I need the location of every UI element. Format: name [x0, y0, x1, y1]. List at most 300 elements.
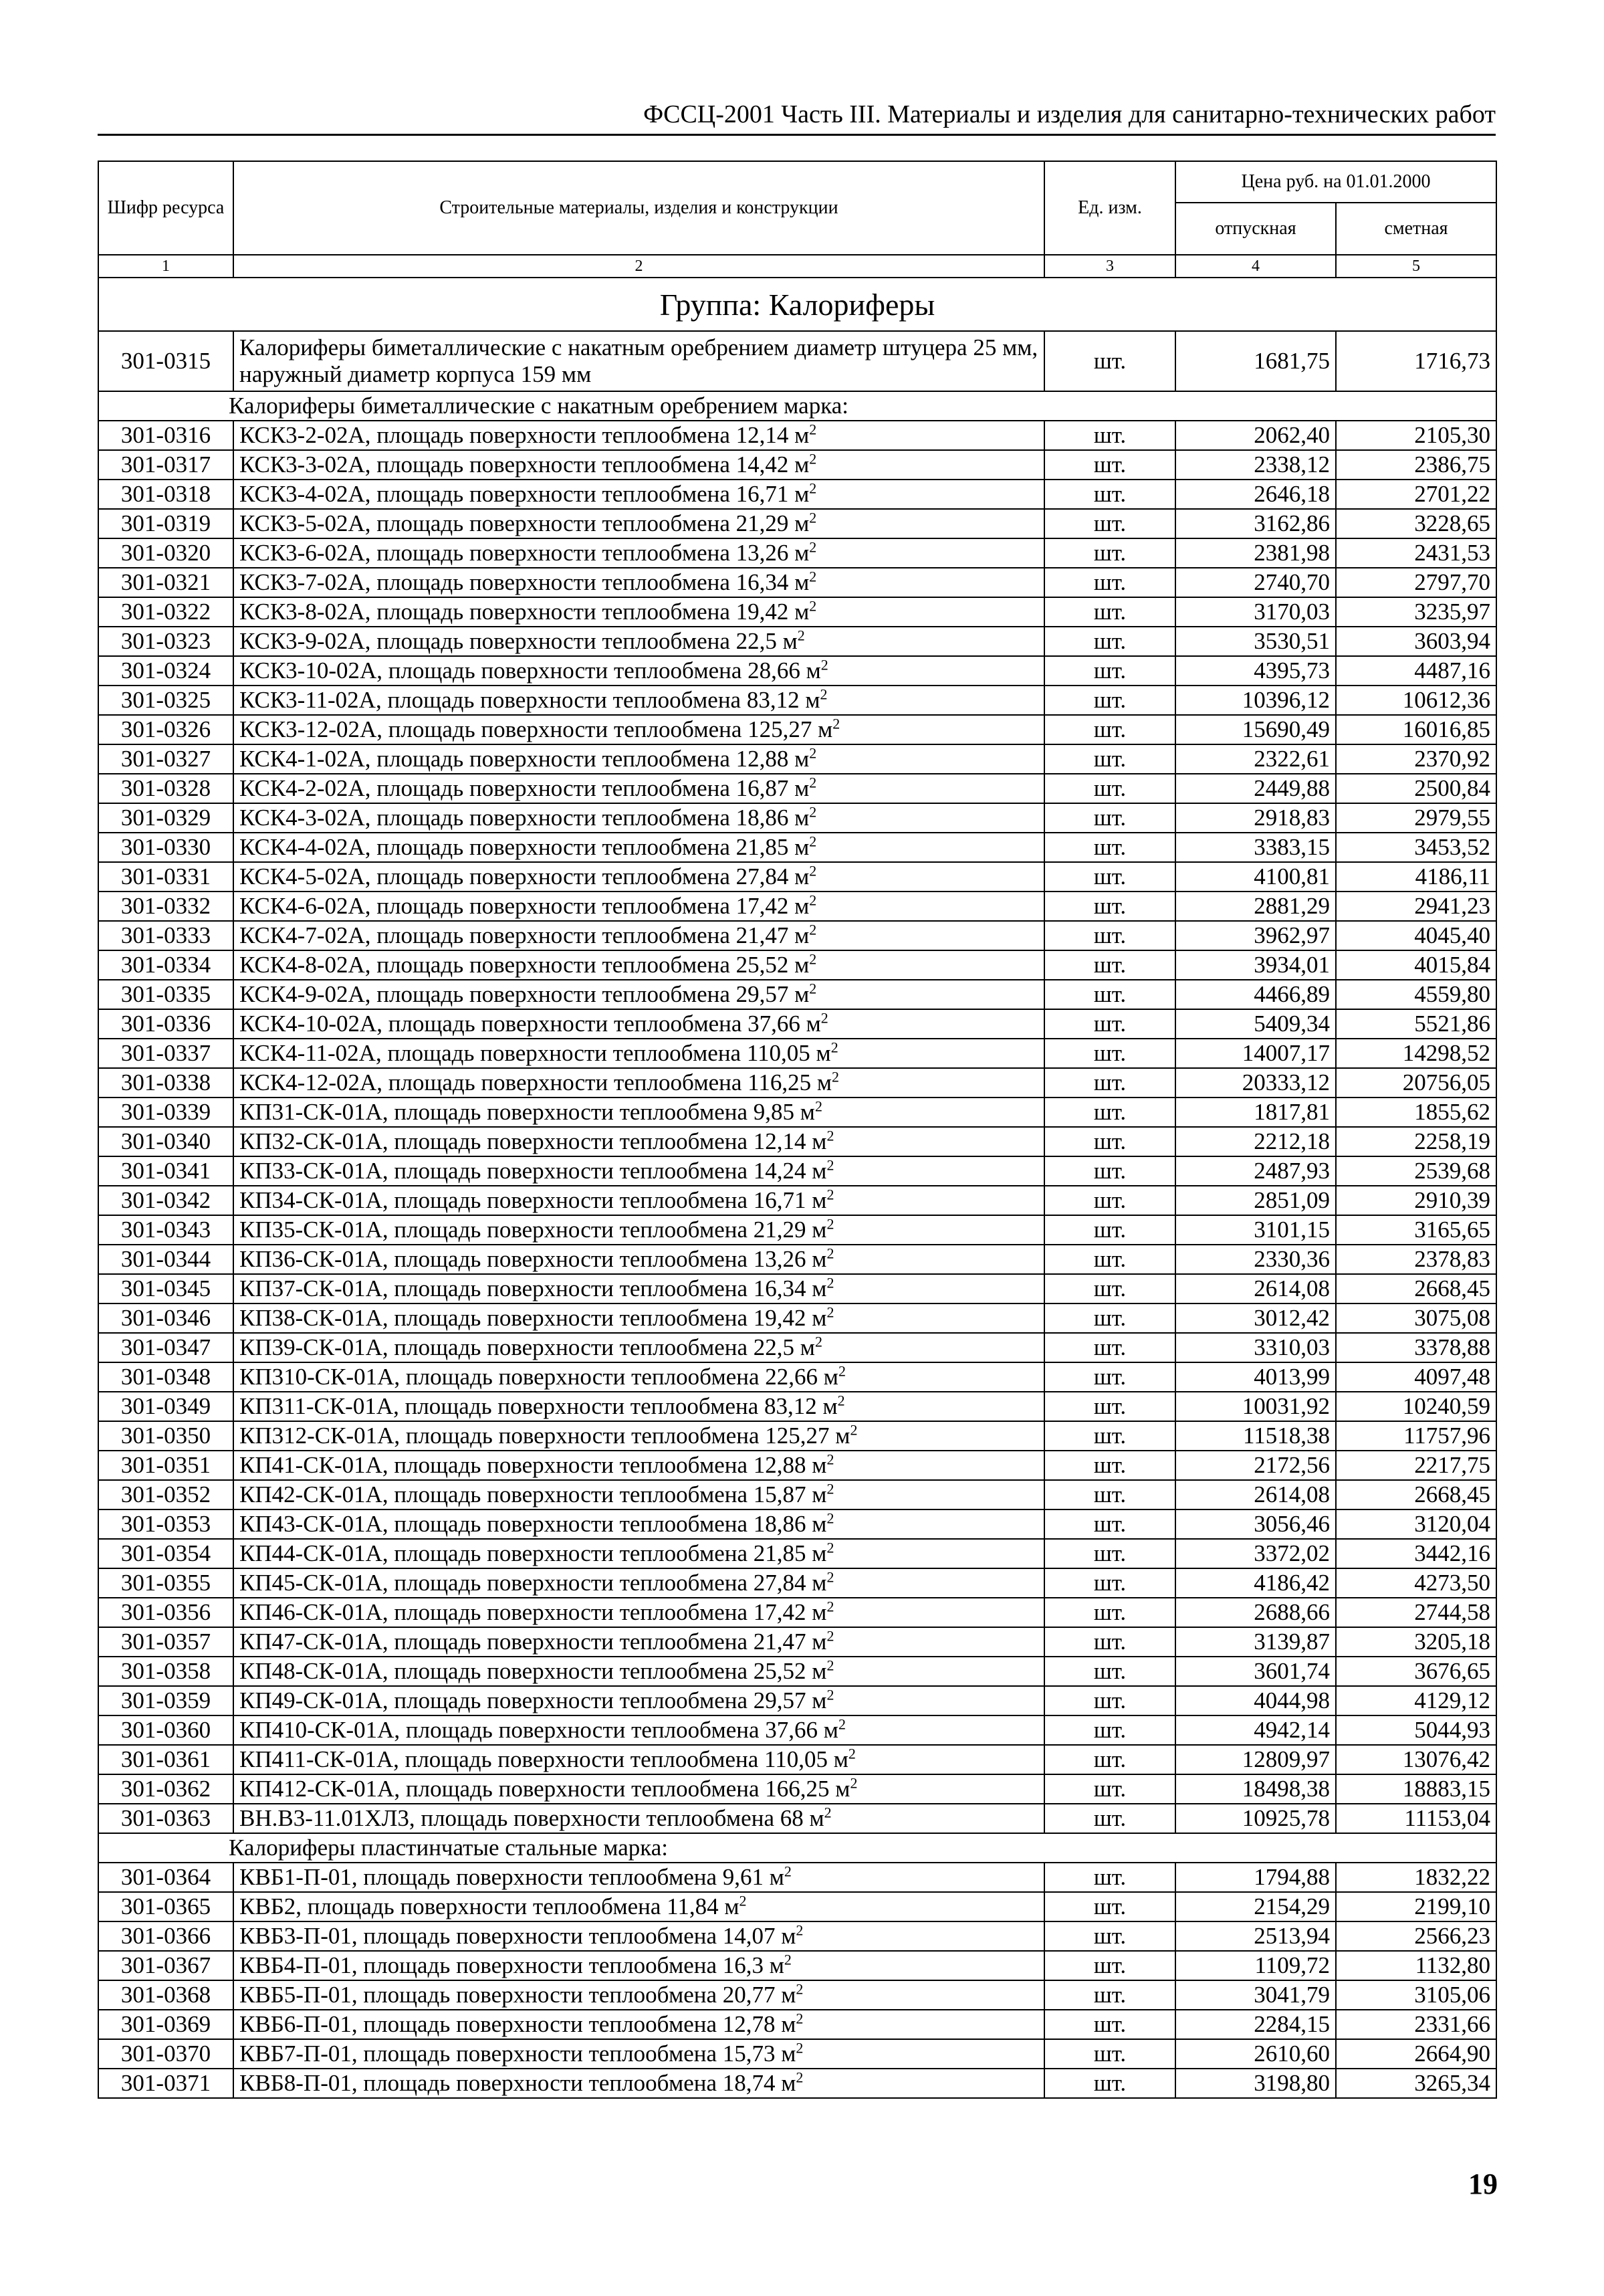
row-unit: шт.: [1044, 1156, 1175, 1186]
row-name: [233, 656, 1044, 686]
row-name: [233, 744, 1044, 774]
row-estimate-price: 2217,75: [1336, 1451, 1496, 1480]
row-estimate-price: 1132,80: [1336, 1951, 1496, 1980]
row-release-price: 10396,12: [1175, 686, 1336, 715]
row-name-text: КСК4-3-02А, площадь поверхности теплообмена 18,86 м: [239, 805, 810, 831]
row-unit: шт.: [1044, 1539, 1175, 1568]
row-code: 301-0348: [98, 1362, 233, 1392]
row-code: 301-0370: [98, 2039, 233, 2069]
row-unit: шт.: [1044, 833, 1175, 862]
row-unit: шт.: [1044, 774, 1175, 803]
row-unit: шт.: [1044, 1303, 1175, 1333]
row-code: 301-0336: [98, 1009, 233, 1039]
row-name: [233, 1539, 1044, 1568]
unit-exponent: 2: [826, 1627, 834, 1645]
unit-exponent: 2: [826, 1156, 834, 1174]
table-row: [98, 950, 1496, 980]
group-title: Группа: Калориферы: [98, 278, 1496, 331]
row-code: 301-0341: [98, 1156, 233, 1186]
column-number: 5: [1336, 255, 1496, 278]
row-estimate-price: 2500,84: [1336, 774, 1496, 803]
row-name-text: КП47-СК-01А, площадь поверхности теплообмена 21,47 м: [239, 1629, 827, 1655]
row-name-text: КСК3-10-02А, площадь поверхности теплообмена 28,66 м: [239, 657, 821, 684]
row-name: [233, 627, 1044, 656]
row-name: [233, 1098, 1044, 1127]
row-name-text: КП34-СК-01А, площадь поверхности теплообмена 16,71 м: [239, 1187, 827, 1213]
row-code: 301-0350: [98, 1421, 233, 1451]
row-name-text: КП44-СК-01А, площадь поверхности теплообмена 21,85 м: [239, 1540, 827, 1566]
row-release-price: 5409,34: [1175, 1009, 1336, 1039]
row-release-price: 4942,14: [1175, 1715, 1336, 1745]
row-name-text: КВБ4-П-01, площадь поверхности теплообмена 16,3 м: [239, 1952, 784, 1978]
row-estimate-price: 11153,04: [1336, 1804, 1496, 1833]
unit-exponent: 2: [850, 1774, 858, 1792]
row-release-price: 3198,80: [1175, 2069, 1336, 2098]
row-estimate-price: 1855,62: [1336, 1098, 1496, 1127]
row-code: 301-0340: [98, 1127, 233, 1156]
row-code: 301-0338: [98, 1068, 233, 1098]
unit-exponent: 2: [796, 2039, 804, 2057]
row-name-text: КП310-СК-01А, площадь поверхности теплообмена 22,66 м: [239, 1364, 838, 1390]
row-code: 301-0363: [98, 1804, 233, 1833]
row-release-price: 3101,15: [1175, 1215, 1336, 1245]
row-code: 301-0364: [98, 1863, 233, 1892]
row-name: [233, 921, 1044, 950]
row-release-price: 3139,87: [1175, 1627, 1336, 1657]
row-name-text: КП32-СК-01А, площадь поверхности теплообмена 12,14 м: [239, 1128, 827, 1154]
row-name: [233, 1451, 1044, 1480]
row-code: 301-0325: [98, 686, 233, 715]
row-code: 301-0342: [98, 1186, 233, 1215]
row-unit: шт.: [1044, 1509, 1175, 1539]
row-name-text: КСК4-4-02А, площадь поверхности теплообмена 21,85 м: [239, 834, 810, 860]
row-code: 301-0319: [98, 509, 233, 538]
row-release-price: 2154,29: [1175, 1892, 1336, 1921]
row-release-price: 4466,89: [1175, 980, 1336, 1009]
row-name: [233, 509, 1044, 538]
row-name: [233, 597, 1044, 627]
row-name: [233, 2039, 1044, 2069]
row-code: 301-0321: [98, 568, 233, 597]
row-release-price: 3601,74: [1175, 1657, 1336, 1686]
unit-exponent: 2: [809, 421, 817, 438]
row-code: 301-0330: [98, 833, 233, 862]
row-name-text: КВБ3-П-01, площадь поверхности теплообмена 14,07 м: [239, 1923, 796, 1949]
row-release-price: 3310,03: [1175, 1333, 1336, 1362]
table-row: [98, 1598, 1496, 1627]
row-name-text: КП46-СК-01А, площадь поверхности теплообмена 17,42 м: [239, 1599, 827, 1625]
row-unit: шт.: [1044, 1245, 1175, 1274]
row-name-text: КП412-СК-01А, площадь поверхности теплообмена 166,25 м: [239, 1776, 850, 1802]
unit-exponent: 2: [826, 1539, 834, 1556]
row-name: [233, 1245, 1044, 1274]
row-name-text: КСК4-6-02А, площадь поверхности теплообмена 17,42 м: [239, 893, 810, 919]
row-code: 301-0351: [98, 1451, 233, 1480]
table-row: [98, 1127, 1496, 1156]
table-row: [98, 656, 1496, 686]
row-code: 301-0337: [98, 1039, 233, 1068]
row-name-text: КП41-СК-01А, площадь поверхности теплообмена 12,88 м: [239, 1452, 827, 1478]
row-release-price: 2381,98: [1175, 538, 1336, 568]
unit-exponent: 2: [814, 1333, 822, 1350]
table-row: [98, 715, 1496, 744]
row-release-price: 1109,72: [1175, 1951, 1336, 1980]
row-release-price: 15690,49: [1175, 715, 1336, 744]
row-name-text: КП312-СК-01А, площадь поверхности теплообмена 125,27 м: [239, 1423, 850, 1449]
table-row: [98, 450, 1496, 480]
row-release-price: 3383,15: [1175, 833, 1336, 862]
table-row: [98, 2069, 1496, 2098]
row-code: 301-0366: [98, 1921, 233, 1951]
row-code: 301-0334: [98, 950, 233, 980]
row-release-price: 10925,78: [1175, 1804, 1336, 1833]
row-code: 301-0331: [98, 862, 233, 892]
table-row: [98, 2010, 1496, 2039]
row-release-price: 2688,66: [1175, 1598, 1336, 1627]
column-number: 4: [1175, 255, 1336, 278]
unit-exponent: 2: [826, 1303, 834, 1321]
row-unit: шт.: [1044, 538, 1175, 568]
unit-exponent: 2: [797, 627, 805, 644]
row-estimate-price: 4045,40: [1336, 921, 1496, 950]
row-code: 301-0328: [98, 774, 233, 803]
unit-exponent: 2: [826, 1568, 834, 1586]
unit-exponent: 2: [809, 568, 817, 585]
row-name: [233, 2010, 1044, 2039]
row-code: 301-0367: [98, 1951, 233, 1980]
row-unit: шт.: [1044, 2069, 1175, 2098]
row-name-text: КП49-СК-01А, площадь поверхности теплообмена 29,57 м: [239, 1687, 827, 1713]
row-code: 301-0346: [98, 1303, 233, 1333]
row-name-text: КСК3-6-02А, площадь поверхности теплообмена 13,26 м: [239, 540, 810, 566]
row-name: [233, 538, 1044, 568]
table-row: [98, 480, 1496, 509]
row-name: [233, 1568, 1044, 1598]
unit-exponent: 2: [826, 1274, 834, 1291]
row-estimate-price: 2105,30: [1336, 421, 1496, 450]
table-row: [98, 980, 1496, 1009]
row-name-text: КП45-СК-01А, площадь поверхности теплообмена 27,84 м: [239, 1570, 827, 1596]
row-release-price: 2062,40: [1175, 421, 1336, 450]
row-name: [233, 1686, 1044, 1715]
table-row: [98, 1627, 1496, 1657]
row-name-text: КВБ7-П-01, площадь поверхности теплообмена 15,73 м: [239, 2041, 796, 2067]
row-name: [233, 1745, 1044, 1774]
row-estimate-price: 4015,84: [1336, 950, 1496, 980]
row-name: [233, 715, 1044, 744]
column-number: 1: [98, 255, 233, 278]
unit-exponent: 2: [809, 980, 817, 997]
row-unit: шт.: [1044, 1362, 1175, 1392]
row-name-text: КСК4-8-02А, площадь поверхности теплообмена 25,52 м: [239, 952, 810, 978]
table-row: [98, 1156, 1496, 1186]
row-estimate-price: 2370,92: [1336, 744, 1496, 774]
row-name: [233, 1951, 1044, 1980]
row-release-price: 4013,99: [1175, 1362, 1336, 1392]
row-estimate-price: 3378,88: [1336, 1333, 1496, 1362]
row-code: 301-0368: [98, 1980, 233, 2010]
table-row: [98, 538, 1496, 568]
unit-exponent: 2: [826, 1509, 834, 1527]
row-unit: шт.: [1044, 1127, 1175, 1156]
row-unit: шт.: [1044, 1451, 1175, 1480]
row-name: [233, 1598, 1044, 1627]
row-release-price: 20333,12: [1175, 1068, 1336, 1098]
column-number: 3: [1044, 255, 1175, 278]
row-estimate-price: 4186,11: [1336, 862, 1496, 892]
row-unit: шт.: [1044, 331, 1175, 391]
running-head: ФССЦ-2001 Часть III. Материалы и изделия для санитарно-технических работ: [98, 99, 1496, 136]
row-estimate-price: 4487,16: [1336, 656, 1496, 686]
row-release-price: 1794,88: [1175, 1863, 1336, 1892]
row-estimate-price: 3205,18: [1336, 1627, 1496, 1657]
row-name: [233, 1421, 1044, 1451]
row-name-text: КВБ2, площадь поверхности теплообмена 11,84 м: [239, 1893, 739, 1919]
row-unit: шт.: [1044, 2010, 1175, 2039]
table-row: [98, 1774, 1496, 1804]
table-row: [98, 1303, 1496, 1333]
row-unit: шт.: [1044, 921, 1175, 950]
unit-exponent: 2: [809, 744, 817, 762]
row-name-text: КСК3-3-02А, площадь поверхности теплообмена 14,42 м: [239, 451, 810, 478]
row-release-price: 10031,92: [1175, 1392, 1336, 1421]
unit-exponent: 2: [838, 1715, 846, 1733]
row-name-text: КП35-СК-01А, площадь поверхности теплообмена 21,29 м: [239, 1217, 827, 1243]
row-release-price: 2338,12: [1175, 450, 1336, 480]
row-release-price: 3934,01: [1175, 950, 1336, 980]
row-unit: шт.: [1044, 597, 1175, 627]
unit-exponent: 2: [826, 1127, 834, 1144]
row-code: 301-0318: [98, 480, 233, 509]
table-row: [98, 1568, 1496, 1598]
row-unit: шт.: [1044, 1686, 1175, 1715]
unit-exponent: 2: [739, 1892, 747, 1909]
row-name-text: КП38-СК-01А, площадь поверхности теплообмена 19,42 м: [239, 1305, 827, 1331]
row-name-text: КП36-СК-01А, площадь поверхности теплообмена 13,26 м: [239, 1246, 827, 1272]
row-release-price: 2322,61: [1175, 744, 1336, 774]
row-name: [233, 1715, 1044, 1745]
row-name: [233, 1186, 1044, 1215]
row-name-text: КП48-СК-01А, площадь поверхности теплообмена 25,52 м: [239, 1658, 827, 1684]
table-row: [98, 1451, 1496, 1480]
row-estimate-price: 2668,45: [1336, 1480, 1496, 1509]
row-name: Калориферы биметаллические с накатным оребрением диаметр штуцера 25 мм, наружный диаметр корпуса 159 мм: [233, 331, 1044, 391]
row-name: [233, 1068, 1044, 1098]
unit-exponent: 2: [809, 538, 817, 556]
unit-exponent: 2: [820, 656, 828, 673]
row-code: 301-0329: [98, 803, 233, 833]
row-unit: шт.: [1044, 950, 1175, 980]
table-row: [98, 686, 1496, 715]
unit-exponent: 2: [796, 2069, 804, 2086]
row-release-price: 14007,17: [1175, 1039, 1336, 1068]
row-unit: шт.: [1044, 1627, 1175, 1657]
unit-exponent: 2: [809, 803, 817, 821]
row-name-text: КСК4-9-02А, площадь поверхности теплообмена 29,57 м: [239, 981, 810, 1007]
row-code: 301-0327: [98, 744, 233, 774]
row-estimate-price: 2664,90: [1336, 2039, 1496, 2069]
row-name-text: КСК3-8-02А, площадь поверхности теплообмена 19,42 м: [239, 599, 810, 625]
row-release-price: 3012,42: [1175, 1303, 1336, 1333]
row-estimate-price: 2941,23: [1336, 892, 1496, 921]
table-row: [98, 1657, 1496, 1686]
table-row: [98, 892, 1496, 921]
header-materials: Строительные материалы, изделия и конструкции: [233, 161, 1044, 255]
unit-exponent: 2: [809, 774, 817, 791]
table-row: [98, 1863, 1496, 1892]
row-estimate-price: 11757,96: [1336, 1421, 1496, 1451]
table-row: [98, 627, 1496, 656]
table-row: [98, 421, 1496, 450]
row-name: [233, 568, 1044, 597]
row-name-text: КП410-СК-01А, площадь поверхности теплообмена 37,66 м: [239, 1717, 838, 1743]
row-unit: шт.: [1044, 1215, 1175, 1245]
row-release-price: 3056,46: [1175, 1509, 1336, 1539]
row-estimate-price: 1716,73: [1336, 331, 1496, 391]
header-price: Цена руб. на 01.01.2000: [1175, 161, 1496, 203]
unit-exponent: 2: [796, 2010, 804, 2027]
row-name: [233, 833, 1044, 862]
row-unit: шт.: [1044, 1039, 1175, 1068]
row-code: 301-0333: [98, 921, 233, 950]
row-name-text: КВБ6-П-01, площадь поверхности теплообмена 12,78 м: [239, 2011, 796, 2037]
row-unit: шт.: [1044, 803, 1175, 833]
table-row: [98, 1480, 1496, 1509]
row-code: 301-0358: [98, 1657, 233, 1686]
row-code: 301-0315: [98, 331, 233, 391]
row-name-text: КСК4-7-02А, площадь поверхности теплообмена 21,47 м: [239, 922, 810, 948]
row-unit: шт.: [1044, 1598, 1175, 1627]
row-name: [233, 862, 1044, 892]
row-unit: шт.: [1044, 715, 1175, 744]
unit-exponent: 2: [826, 1686, 834, 1703]
row-name: [233, 686, 1044, 715]
row-code: 301-0362: [98, 1774, 233, 1804]
row-unit: шт.: [1044, 892, 1175, 921]
row-code: 301-0361: [98, 1745, 233, 1774]
row-unit: шт.: [1044, 450, 1175, 480]
table-row: [98, 1509, 1496, 1539]
row-name: [233, 1333, 1044, 1362]
row-name: [233, 803, 1044, 833]
row-estimate-price: 2979,55: [1336, 803, 1496, 833]
row-name-text: КП411-СК-01А, площадь поверхности теплообмена 110,05 м: [239, 1746, 848, 1772]
table-row: [98, 1804, 1496, 1833]
row-release-price: 2646,18: [1175, 480, 1336, 509]
row-estimate-price: 2431,53: [1336, 538, 1496, 568]
table-row: [98, 597, 1496, 627]
row-release-price: 2610,60: [1175, 2039, 1336, 2069]
row-release-price: 2449,88: [1175, 774, 1336, 803]
row-name: [233, 892, 1044, 921]
row-code: 301-0356: [98, 1598, 233, 1627]
row-name: [233, 1657, 1044, 1686]
row-unit: шт.: [1044, 1480, 1175, 1509]
row-unit: шт.: [1044, 1421, 1175, 1451]
row-code: 301-0360: [98, 1715, 233, 1745]
table-row: [98, 921, 1496, 950]
row-code: 301-0365: [98, 1892, 233, 1921]
row-estimate-price: 2744,58: [1336, 1598, 1496, 1627]
row-estimate-price: 3603,94: [1336, 627, 1496, 656]
row-release-price: 3962,97: [1175, 921, 1336, 950]
column-number: 2: [233, 255, 1044, 278]
row-release-price: 2614,08: [1175, 1480, 1336, 1509]
row-name: [233, 1863, 1044, 1892]
row-name-text: КСК3-5-02А, площадь поверхности теплообмена 21,29 м: [239, 510, 810, 536]
row-name-text: КСК4-2-02А, площадь поверхности теплообмена 16,87 м: [239, 775, 810, 801]
table-row: [98, 331, 1496, 391]
row-estimate-price: 3235,97: [1336, 597, 1496, 627]
row-release-price: 2918,83: [1175, 803, 1336, 833]
table-row: [98, 1009, 1496, 1039]
row-unit: шт.: [1044, 1392, 1175, 1421]
row-code: 301-0354: [98, 1539, 233, 1568]
unit-exponent: 2: [826, 1451, 834, 1468]
header-unit: Ед. изм.: [1044, 161, 1175, 255]
row-name: [233, 950, 1044, 980]
row-estimate-price: 10612,36: [1336, 686, 1496, 715]
row-name-text: КВБ8-П-01, площадь поверхности теплообмена 18,74 м: [239, 2070, 796, 2096]
row-name: [233, 1274, 1044, 1303]
header-estimate: сметная: [1336, 203, 1496, 255]
row-release-price: 2172,56: [1175, 1451, 1336, 1480]
row-release-price: 3162,86: [1175, 509, 1336, 538]
row-unit: шт.: [1044, 1745, 1175, 1774]
row-name: [233, 480, 1044, 509]
row-unit: шт.: [1044, 1892, 1175, 1921]
table-row: [98, 1686, 1496, 1715]
row-estimate-price: 2668,45: [1336, 1274, 1496, 1303]
table-row: [98, 803, 1496, 833]
row-name: [233, 1804, 1044, 1833]
row-unit: шт.: [1044, 1657, 1175, 1686]
row-release-price: 2881,29: [1175, 892, 1336, 921]
row-estimate-price: 5521,86: [1336, 1009, 1496, 1039]
table-row: [98, 1274, 1496, 1303]
table-row: [98, 1892, 1496, 1921]
table-row: [98, 1745, 1496, 1774]
unit-exponent: 2: [826, 1657, 834, 1674]
table-row: [98, 1980, 1496, 2010]
row-unit: шт.: [1044, 1274, 1175, 1303]
row-unit: шт.: [1044, 509, 1175, 538]
row-code: 301-0339: [98, 1098, 233, 1127]
row-unit: шт.: [1044, 862, 1175, 892]
row-name: [233, 1039, 1044, 1068]
unit-exponent: 2: [814, 1098, 822, 1115]
row-code: 301-0345: [98, 1274, 233, 1303]
row-estimate-price: 18883,15: [1336, 1774, 1496, 1804]
table-row: [98, 1715, 1496, 1745]
unit-exponent: 2: [796, 1921, 804, 1939]
row-name: [233, 1627, 1044, 1657]
row-code: 301-0359: [98, 1686, 233, 1715]
row-estimate-price: 2797,70: [1336, 568, 1496, 597]
row-code: 301-0355: [98, 1568, 233, 1598]
row-estimate-price: 13076,42: [1336, 1745, 1496, 1774]
row-release-price: 11518,38: [1175, 1421, 1336, 1451]
unit-exponent: 2: [820, 686, 828, 703]
table-row: [98, 744, 1496, 774]
row-release-price: 2513,94: [1175, 1921, 1336, 1951]
row-unit: шт.: [1044, 1333, 1175, 1362]
row-estimate-price: 2566,23: [1336, 1921, 1496, 1951]
row-unit: шт.: [1044, 1009, 1175, 1039]
row-release-price: 4395,73: [1175, 656, 1336, 686]
row-unit: шт.: [1044, 656, 1175, 686]
row-name-text: КП311-СК-01А, площадь поверхности теплообмена 83,12 м: [239, 1393, 838, 1419]
